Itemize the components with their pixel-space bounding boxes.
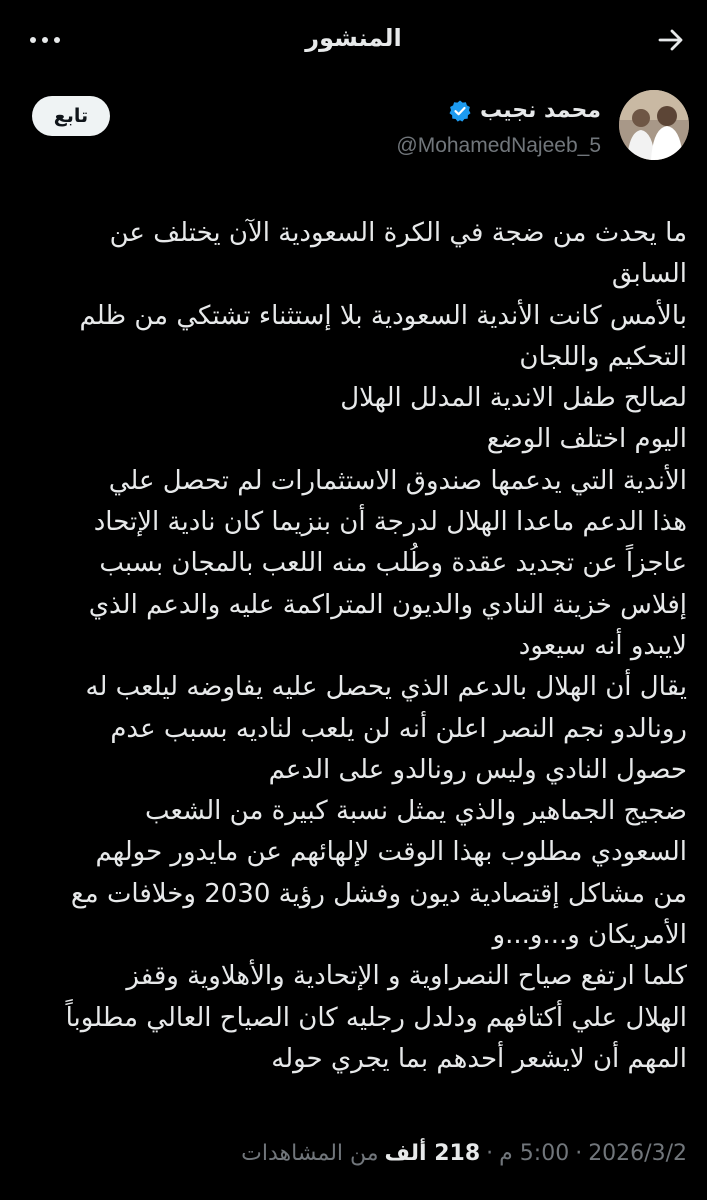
page-title: المنشور xyxy=(305,24,402,52)
post-time: 5:00 م xyxy=(499,1141,570,1166)
verified-badge-icon xyxy=(448,99,472,123)
post-line: رونالدو نجم النصر اعلن أنه لن يلعب لناديه بسبب عدم xyxy=(110,713,687,744)
post-line: السعودي مطلوب بهذا الوقت لإلهائهم عن مايدور حولهم xyxy=(95,837,687,868)
author-name-row[interactable] xyxy=(448,98,601,123)
meta-separator: · xyxy=(575,1141,583,1166)
post-line: بالأمس كانت الأندية السعودية بلا إستثناء تشتكي من ظلم xyxy=(79,300,687,331)
arrow-right-icon[interactable] xyxy=(655,24,687,56)
post-meta xyxy=(241,1141,687,1166)
avatar[interactable] xyxy=(619,90,689,160)
post-line: من مشاكل إقتصادية ديون وفشل رؤية 2030 وخلافات مع xyxy=(70,878,687,909)
post-line: هذا الدعم ماعدا الهلال لدرجة أن بنزيما كان نادية الإتحاد xyxy=(93,507,687,538)
post-line: حصول النادي وليس رونالدو على الدعم xyxy=(268,754,687,785)
author-name[interactable]: محمد نجيب xyxy=(480,98,601,123)
top-bar xyxy=(0,0,707,80)
views-label: من المشاهدات xyxy=(241,1141,379,1166)
post-line: السابق xyxy=(611,259,687,290)
post-line: يقال أن الهلال بالدعم الذي يحصل عليه يفاوضه ليلعب له xyxy=(85,672,687,703)
post-line: كلما ارتفع صياح النصراوية و الإتحادية والأهلاوية وقفز xyxy=(126,961,687,992)
view-count[interactable]: 218 ألف xyxy=(384,1141,481,1166)
follow-button[interactable]: تابع xyxy=(32,96,110,136)
post-line: الأمريكان و...و...و xyxy=(492,920,687,951)
post-line: ضجيج الجماهير والذي يمثل نسبة كبيرة من الشعب xyxy=(144,796,687,827)
post-line: الأندية التي يدعمها صندوق الاستثمارات لم تحصل علي xyxy=(108,465,687,496)
meta-separator: · xyxy=(486,1141,494,1166)
post-line: عاجزاً عن تجديد عقدة وطُلب منه اللعب بالمجان بسبب xyxy=(99,548,687,579)
post-line: التحكيم واللجان xyxy=(519,341,687,372)
post-line: اليوم اختلف الوضع xyxy=(486,424,687,455)
post-date: 2026/3/2 xyxy=(588,1141,687,1166)
author-handle[interactable]: @MohamedNajeeb_5 xyxy=(396,134,601,157)
post-line: لايبدو أنه سيعود xyxy=(518,630,687,661)
post-line: الهلال علي أكتافهم ودلدل رجليه كان الصياح العالي مطلوباً xyxy=(65,1002,687,1033)
post-line: إفلاس خزينة النادي والديون المتراكمة عليه والدعم الذي xyxy=(88,589,687,620)
post-body xyxy=(24,213,687,1080)
post-line: ما يحدث من ضجة في الكرة السعودية الآن يختلف عن xyxy=(109,218,687,248)
post-line: المهم أن لايشعر أحدهم بما يجري حوله xyxy=(271,1043,687,1074)
post-line: لصالح طفل الاندية المدلل الهلال xyxy=(340,383,687,414)
